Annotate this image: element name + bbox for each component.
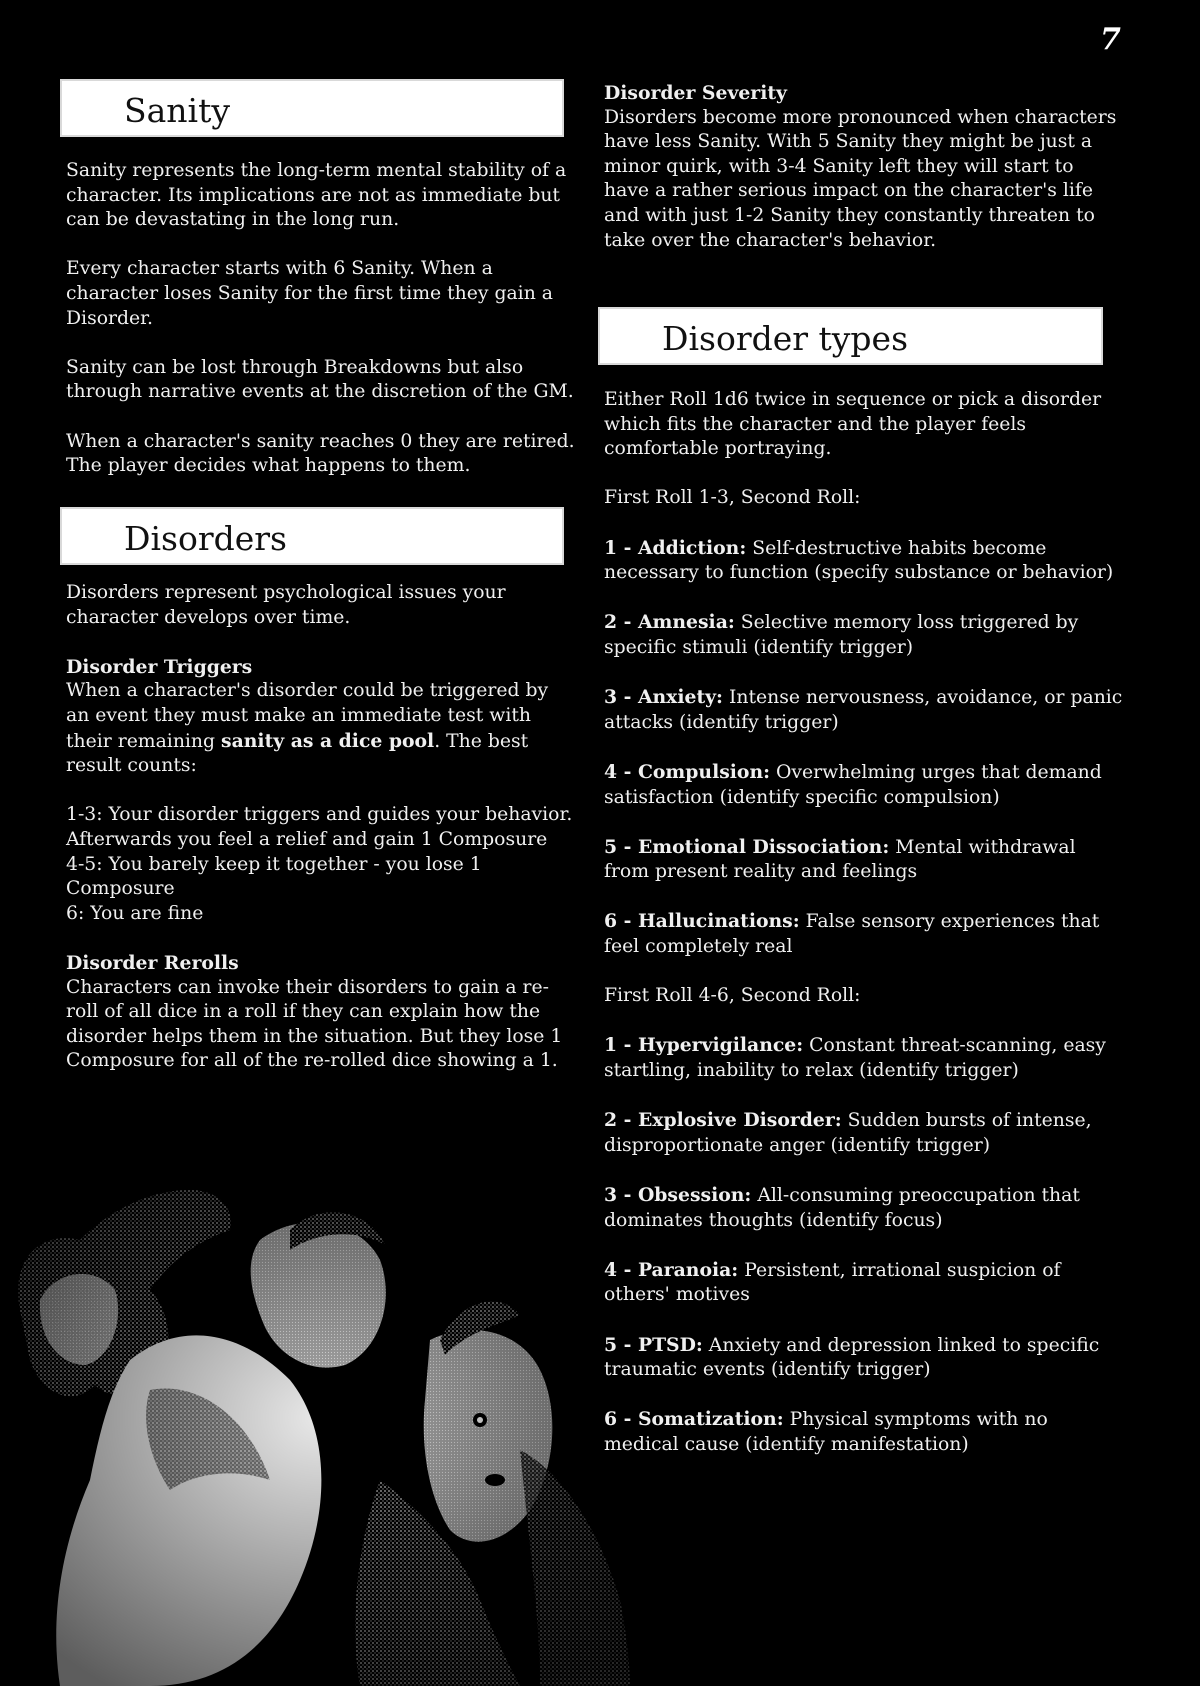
sanity-paragraph: Sanity represents the long-term mental stability of a character. Its implications are not as immediate but can be devastating in the long run. — [66, 160, 567, 231]
disorder-entry — [604, 835, 1124, 885]
disorder-entry-name: 6 - Somatization: — [604, 1408, 784, 1431]
disorder-triggers-title: Disorder Triggers — [66, 655, 253, 678]
disorder-entry — [604, 760, 1124, 810]
disorders-heading-text: Disorders — [124, 519, 287, 558]
disorder-entry-name: 4 - Paranoia: — [604, 1258, 739, 1281]
disorder-entry-desc: All-consuming preoccupation that dominates thoughts (identify focus) — [604, 1185, 1080, 1231]
disorder-entry-desc: Persistent, irrational suspicion of others' motives — [604, 1259, 1061, 1306]
disorder-entry-name: 3 - Anxiety: — [604, 686, 723, 709]
disorder-types-heading — [598, 307, 1103, 365]
disorder-entry — [604, 1183, 1124, 1233]
disorder-types-intro: Either Roll 1d6 twice in sequence or pick a disorder which fits the character and the player feels comfortable portraying. — [604, 389, 1102, 460]
disorder-entry-name: 2 - Amnesia: — [604, 611, 735, 634]
disorder-entry-desc: Sudden bursts of intense, disproportionate anger (identify trigger) — [604, 1110, 1092, 1156]
disorder-entry-desc: Constant threat-scanning, easy startling, inability to relax (identify trigger) — [604, 1035, 1106, 1082]
trigger-result: 4-5: You barely keep it together - you lose 1 Composure — [66, 853, 482, 900]
disorder-entry-name: 5 - PTSD: — [604, 1333, 703, 1356]
disorder-rerolls-text: Characters can invoke their disorders to gain a re-roll of all dice in a roll if they can explain how the disorder helps them in the situation. But they lose 1 Composure for all of the re-rolled dice showing a 1. — [66, 976, 563, 1072]
disorder-entry-desc: Anxiety and depression linked to specific traumatic events (identify trigger) — [604, 1334, 1100, 1381]
disorders-intro: Disorders represent psychological issues your character develops over time. — [66, 582, 506, 628]
disorder-entry-name: 1 - Hypervigilance: — [604, 1034, 804, 1057]
sanity-heading-text: Sanity — [124, 91, 230, 130]
disorder-entry-name: 4 - Compulsion: — [604, 760, 771, 783]
disorders-text — [66, 581, 576, 1074]
sanity-heading — [60, 79, 564, 137]
disorder-entry — [604, 1407, 1124, 1457]
roll-group-label: First Roll 4-6, Second Roll: — [604, 985, 861, 1007]
sanity-paragraph: Sanity can be lost through Breakdowns but also through narrative events at the discretion of the GM. — [66, 356, 574, 403]
disorder-severity-text: Disorders become more pronounced when characters have less Sanity. With 5 Sanity they might be just a minor quirk, with 3-4 Sanity left they will start to have a rather serious impact on the character's life and with just 1-2 Sanity they constantly threaten to take over the character's behavior. — [604, 106, 1117, 251]
disorder-entry-desc: False sensory experiences that feel completely real — [604, 911, 1100, 958]
disorder-entry-name: 1 - Addiction: — [604, 536, 747, 559]
disorder-entry-name: 2 - Explosive Disorder: — [604, 1109, 842, 1132]
disorder-entry-name: 5 - Emotional Dissociation: — [604, 835, 890, 858]
disorder-entry-desc: Physical symptoms with no medical cause (identify manifestation) — [604, 1409, 1048, 1455]
disorder-severity — [604, 81, 1124, 253]
disorder-rerolls-title: Disorder Rerolls — [66, 951, 239, 974]
triggers-text-post: . The best result counts: — [66, 730, 529, 777]
roll-group-label: First Roll 1-3, Second Roll: — [604, 487, 861, 509]
disorder-entry — [604, 685, 1124, 735]
disorder-entry — [604, 909, 1124, 959]
tormented-figures-illustration — [0, 1150, 640, 1686]
disorder-list-group2 — [604, 1033, 1124, 1482]
sanity-text — [66, 159, 576, 479]
disorder-severity-title: Disorder Severity — [604, 82, 787, 104]
disorder-entry — [604, 610, 1124, 660]
triggers-text-pre: When a character's disorder could be triggered by an event they must make an immediate test with their remaining — [66, 680, 549, 752]
disorder-entry — [604, 1333, 1124, 1383]
disorder-entry-name: 3 - Obsession: — [604, 1184, 752, 1206]
sanity-paragraph: When a character's sanity reaches 0 they are retired. The player decides what happens to them. — [66, 430, 575, 477]
disorder-entry-name: 6 - Hallucinations: — [604, 910, 800, 933]
triggers-text-bold: sanity as a dice pool — [221, 729, 435, 752]
disorder-entry — [604, 1258, 1124, 1308]
disorder-entry — [604, 1108, 1124, 1158]
trigger-result: 6: You are fine — [66, 902, 204, 924]
disorder-entry-desc: Self-destructive habits become necessary to function (specify substance or behavior) — [604, 537, 1114, 584]
trigger-result: 1-3: Your disorder triggers and guides your behavior. Afterwards you feel a relief and gain 1 Composure — [66, 804, 573, 850]
page-number: 7 — [1100, 22, 1121, 57]
disorder-entry — [604, 1033, 1124, 1083]
disorder-triggers-text — [66, 679, 576, 778]
disorder-entry-desc: Selective memory loss triggered by specific stimuli (identify trigger) — [604, 612, 1079, 658]
disorder-entry-desc: Intense nervousness, avoidance, or panic attacks (identify trigger) — [604, 687, 1123, 733]
disorder-entry-desc: Overwhelming urges that demand satisfaction (identify specific compulsion) — [604, 761, 1102, 808]
disorder-types-text — [604, 388, 1124, 1482]
sanity-paragraph: Every character starts with 6 Sanity. When a character loses Sanity for the first time they gain a Disorder. — [66, 258, 553, 329]
disorder-list-group1 — [604, 536, 1124, 985]
disorder-types-heading-text: Disorder types — [662, 319, 909, 358]
disorder-entry-desc: Mental withdrawal from present reality and feelings — [604, 836, 1076, 883]
disorder-entry — [604, 536, 1124, 586]
disorders-heading — [60, 507, 564, 565]
